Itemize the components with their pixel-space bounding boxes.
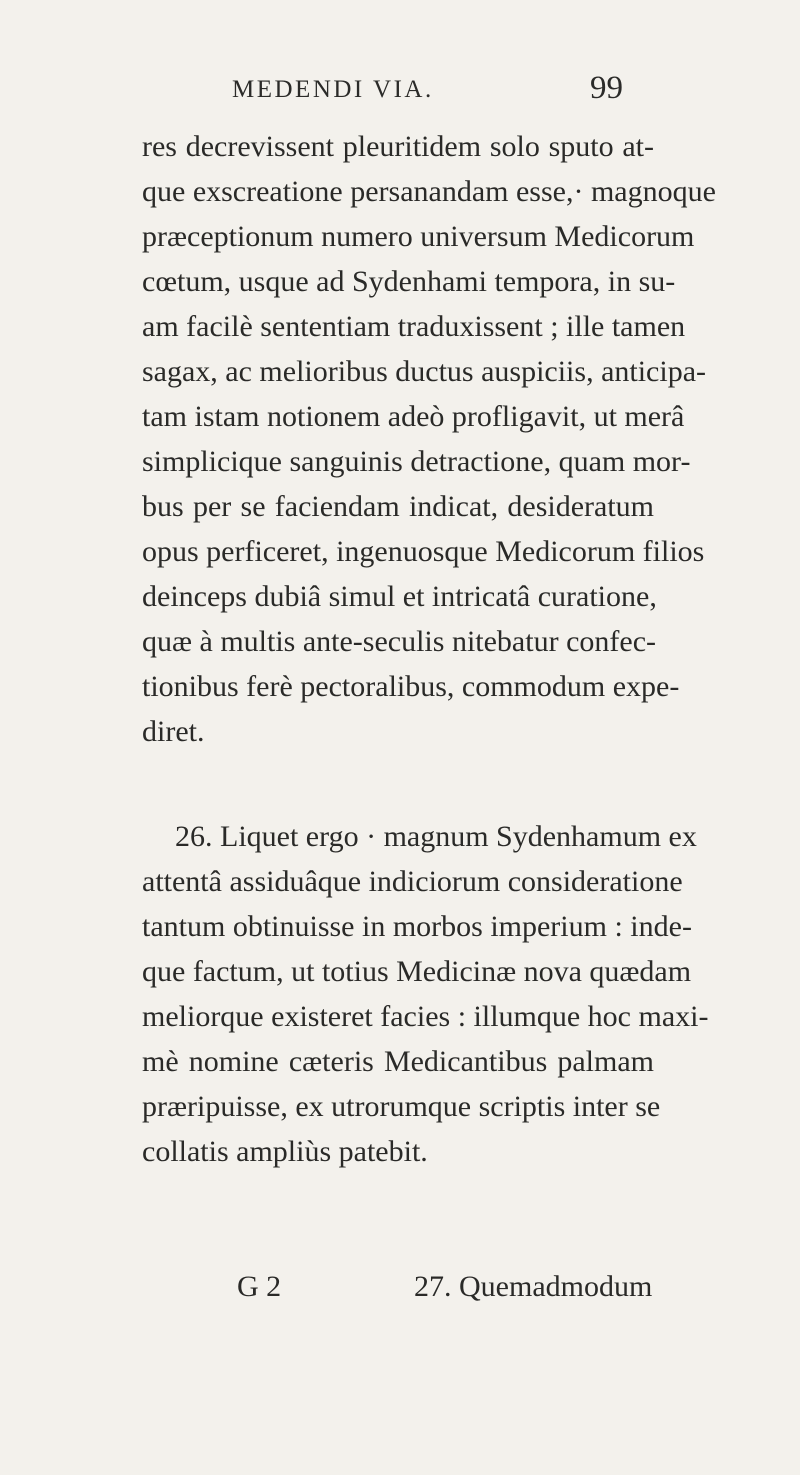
- text-line: opus perficeret, ingenuosque Medicorum filios: [142, 535, 705, 568]
- page-footer: [0, 1270, 800, 1314]
- text-line: quæ à multis ante-seculis nitebatur confec-: [142, 625, 656, 658]
- text-line: tam istam notionem adeò profligavit, ut merâ: [142, 400, 685, 433]
- text-line: mè nomine cæteris Medicantibus palmam: [142, 1045, 654, 1078]
- catchword: 27. Quemadmodum: [414, 1270, 653, 1303]
- text-line: cœtum, usque ad Sydenhami tempora, in su-: [142, 265, 676, 298]
- text-line: res decrevissent pleuritidem solo sputo at-: [142, 130, 654, 163]
- text-line: meliorque existeret facies : illumque hoc maxi-: [142, 1000, 709, 1033]
- text-line: am facilè sententiam traduxissent ; ille tamen: [142, 310, 686, 343]
- text-line: tionibus ferè pectoralibus, commodum expe-: [142, 670, 680, 703]
- text-line: simplicique sanguinis detractione, quam mor-: [142, 445, 691, 478]
- page-number: 99: [590, 70, 623, 106]
- text-line: sagax, ac melioribus ductus auspiciis, anticipa-: [142, 355, 707, 388]
- text-line: tantum obtinuisse in morbos imperium : inde-: [142, 910, 692, 943]
- running-title: MEDENDI VIA.: [232, 76, 434, 103]
- section-26-line: 26. Liquet ergo · magnum Sydenhamum ex: [175, 820, 697, 853]
- running-head: [0, 70, 800, 116]
- text-line: præripuisse, ex utrorumque scriptis inter se: [142, 1090, 661, 1123]
- text-line: deinceps dubiâ simul et intricatâ curatione,: [142, 580, 657, 613]
- text-line: collatis ampliùs patebit.: [142, 1135, 428, 1168]
- text-line: diret.: [142, 715, 205, 748]
- signature-mark: G 2: [237, 1270, 282, 1303]
- text-line: que exscreatione persanandam esse,· magnoque: [142, 175, 716, 208]
- text-line: præceptionum numero universum Medicorum: [142, 220, 695, 253]
- text-line: bus per se faciendam indicat, desideratum: [142, 490, 654, 523]
- text-line: attentâ assiduâque indiciorum consideratione: [142, 865, 683, 898]
- text-line: que factum, ut totius Medicinæ nova quædam: [142, 955, 692, 988]
